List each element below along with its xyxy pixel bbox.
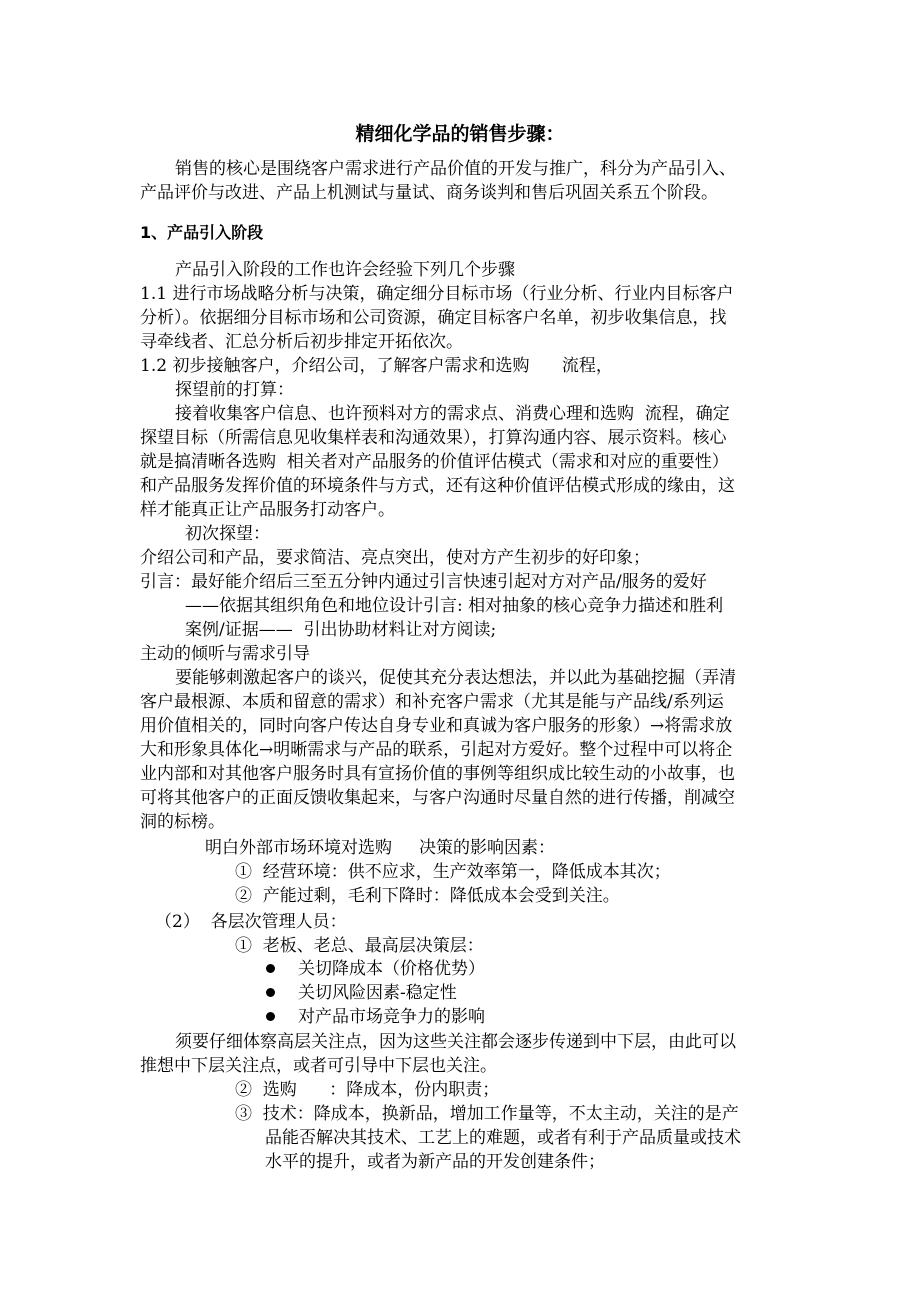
bullet-icon — [266, 988, 275, 997]
step-1-1-line-1: 1.1 进行市场战略分析与决策，确定细分目标市场（行业分析、行业内目标客户 — [140, 284, 734, 304]
boss-concern-3: 对产品市场竞争力的影响 — [298, 1007, 485, 1027]
listening-label: 主动的倾听与需求引导 — [140, 644, 310, 664]
listening-text-line-1: 要能够刺激起客户的谈兴，促使其充分表达想法，并以此为基础挖掘（弄清 — [175, 668, 736, 688]
listening-text-line-4: 大和形象具体化→明晰需求与产品的联系，引起对方爱好。整个过程中可以将企 — [140, 740, 733, 760]
mgmt-label: （2） 各层次管理人员： — [155, 912, 347, 932]
listening-text-line-3: 用价值相关的，同时向客户传达自身专业和真诚为客户服务的形象）→将需求放 — [140, 716, 733, 736]
prep-text-line-5: 样才能真正让产品服务打动客户。 — [140, 500, 395, 520]
intro-speech-detail-2: 案例/证据—— 引出协助材料让对方阅读; — [185, 620, 497, 640]
step-1-2: 1.2 初步接触客户，介绍公司，了解客户需求和选购 流程， — [140, 356, 613, 376]
boss-label: ① 老板、老总、最高层决策层： — [235, 936, 484, 956]
prep-text-line-3: 就是搞清晰各选购 相关者对产品服务的价值评估模式（需求和对应的重要性） — [140, 452, 729, 472]
section-lead: 产品引入阶段的工作也许会经验下列几个步骤 — [175, 260, 515, 280]
section-heading: 1、产品引入阶段 — [140, 223, 264, 242]
boss-note-line-1: 须要仔细体察高层关注点，因为这些关注都会逐步传递到中下层，由此可以 — [175, 1032, 736, 1052]
external-factors-label: 明白外部市场环境对选购 决策的影响因素： — [205, 838, 556, 858]
first-visit-label: 初次探望： — [185, 524, 270, 544]
technical-line-1: ③ 技术：降成本，换新品，增加工作量等，不太主动，关注的是产 — [235, 1104, 739, 1124]
bullet-icon — [266, 1012, 275, 1021]
bullet-icon — [266, 964, 275, 973]
technical-line-2: 品能否解决其技术、工艺上的难题，或者有利于产品质量或技术 — [265, 1128, 741, 1148]
listening-text-line-6: 可将其他客户的正面反馈收集起来，与客户沟通时尽量自然的进行传播，削减空 — [140, 788, 735, 808]
prep-label: 探望前的打算： — [175, 380, 294, 400]
intro-line-1: 销售的核心是围绕客户需求进行产品价值的开发与推广，科分为产品引入、 — [175, 159, 736, 179]
intro-speech: 引言：最好能介绍后三至五分钟内通过引言快速引起对方对产品/服务的爱好 — [140, 572, 707, 592]
listening-text-line-5: 业内部和对其他客户服务时具有宣扬价值的事例等组织成比较生动的小故事，也 — [140, 764, 735, 784]
page-title: 精细化学品的销售步骤： — [355, 123, 565, 145]
boss-concern-1: 关切降成本（价格优势） — [298, 959, 485, 979]
boss-note-line-2: 推想中下层关注点，或者可引导中下层也关注。 — [140, 1056, 497, 1076]
prep-text-line-1: 接着收集客户信息、也许预料对方的需求点、消费心理和选购 流程，确定 — [175, 404, 730, 424]
external-factor-1: ① 经营环境：供不应求，生产效率第一，降低成本其次； — [235, 862, 671, 882]
step-1-1-line-2: 分析）。依据细分目标市场和公司资源，确定目标客户名单，初步收集信息，找 — [140, 308, 727, 328]
technical-line-3: 水平的提升，或者为新产品的开发创建条件； — [265, 1152, 605, 1172]
intro-speech-detail-1: ——依据其组织角色和地位设计引言: 相对抽象的核心竞争力描述和胜利 — [185, 596, 724, 616]
step-1-1-line-3: 寻牵线者、汇总分析后初步排定开拓依次。 — [140, 332, 463, 352]
prep-text-line-2: 探望目标（所需信息见收集样表和沟通效果），打算沟通内容、展示资料。核心 — [140, 428, 727, 448]
boss-concern-2: 关切风险因素-稳定性 — [298, 983, 457, 1003]
purchasing: ② 选购 ：降成本，份内职责； — [235, 1080, 500, 1100]
external-factor-2: ② 产能过剩，毛利下降时：降低成本会受到关注。 — [235, 886, 620, 906]
intro-line-2: 产品评价与改进、产品上机测试与量试、商务谈判和售后巩固关系五个阶段。 — [140, 183, 718, 203]
listening-text-line-2: 客户最根源、本质和留意的需求）和补充客户需求（尤其是能与产品线/系列运 — [140, 692, 724, 712]
first-visit-text: 介绍公司和产品，要求简洁、亮点突出，使对方产生初步的好印象； — [140, 548, 650, 568]
prep-text-line-4: 和产品服务发挥价值的环境条件与方式，还有这种价值评估模式形成的缘由，这 — [140, 476, 735, 496]
listening-text-line-7: 洞的标榜。 — [140, 812, 225, 832]
